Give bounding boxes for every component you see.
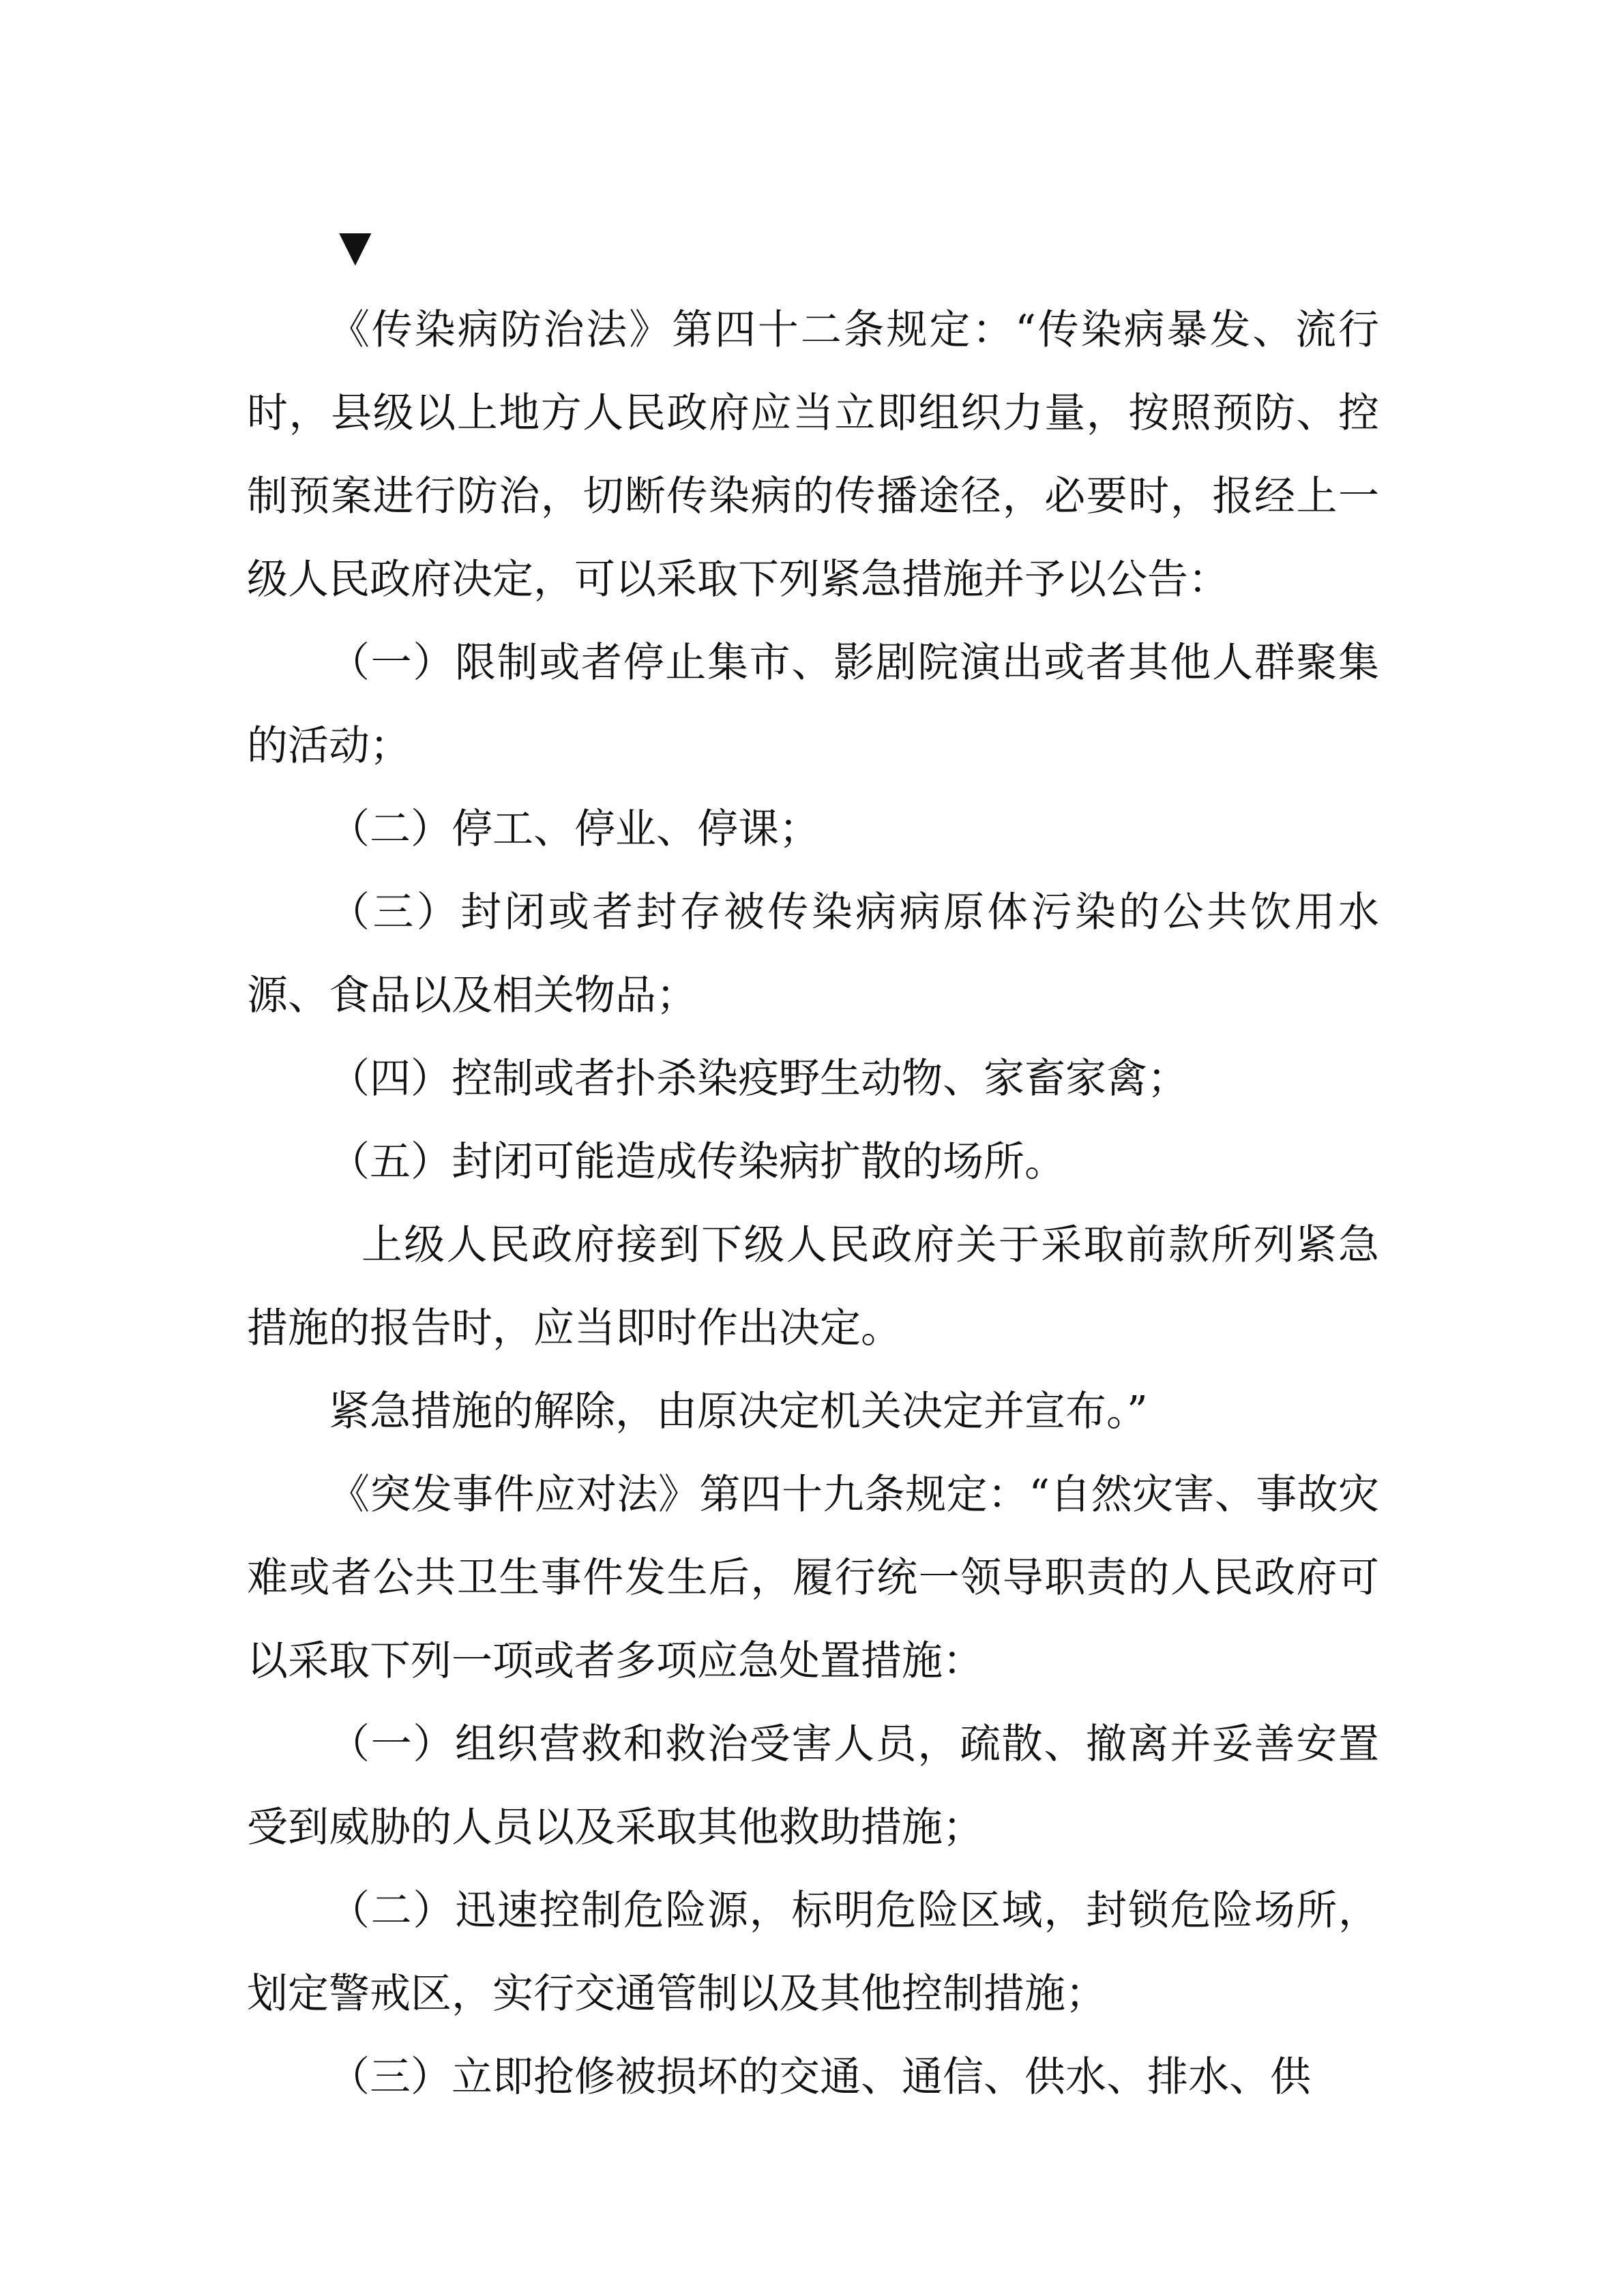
down-triangle-icon: ▼ bbox=[339, 221, 372, 271]
paragraph-item-4: （四）控制或者扑杀染疫野生动物、家畜家禽； bbox=[329, 1055, 1188, 1103]
paragraph-lifting-measures: 紧急措施的解除，由原决定机关决定并宣布。” bbox=[329, 1388, 1148, 1435]
document-body bbox=[247, 288, 1379, 2119]
paragraph-item-2: （二）停工、停业、停课； bbox=[329, 805, 820, 853]
paragraph-law-42-intro: 《传染病防治法》第四十二条规定：“传染病暴发、流行时，县级以上地方人民政府应当立即组织力量，按照预防、控制预案进行防治，切断传染病的传播途径，必要时，报经上一级人民政府决定，可以采取下列紧急措施并予以公告： bbox=[247, 306, 1379, 603]
paragraph-law-49-intro: 《突发事件应对法》第四十九条规定：“自然灾害、事故灾难或者公共卫生事件发生后，履行统一领导职责的人民政府可以采取下列一项或者多项应急处置措施： bbox=[247, 1471, 1379, 1685]
paragraph-item-1: （一）限制或者停止集市、影剧院演出或者其他人群聚集的活动； bbox=[247, 639, 1379, 770]
paragraph-measure-2: （二）迅速控制危险源，标明危险区域，封锁危险场所，划定警戒区，实行交通管制以及其他控制措施； bbox=[247, 1887, 1379, 2018]
paragraph-measure-1: （一）组织营救和救治受害人员，疏散、撤离并妥善安置受到威胁的人员以及采取其他救助措施； bbox=[247, 1720, 1379, 1851]
paragraph-measure-3: （三）立即抢修被损坏的交通、通信、供水、排水、供 bbox=[329, 2053, 1311, 2101]
paragraph-higher-government: 上级人民政府接到下级人民政府关于采取前款所列紧急措施的报告时，应当即时作出决定。 bbox=[247, 1221, 1379, 1352]
paragraph-item-3: （三）封闭或者封存被传染病病原体污染的公共饮用水源、食品以及相关物品； bbox=[247, 889, 1379, 1019]
paragraph-item-5: （五）封闭可能造成传染病扩散的场所。 bbox=[329, 1138, 1065, 1186]
